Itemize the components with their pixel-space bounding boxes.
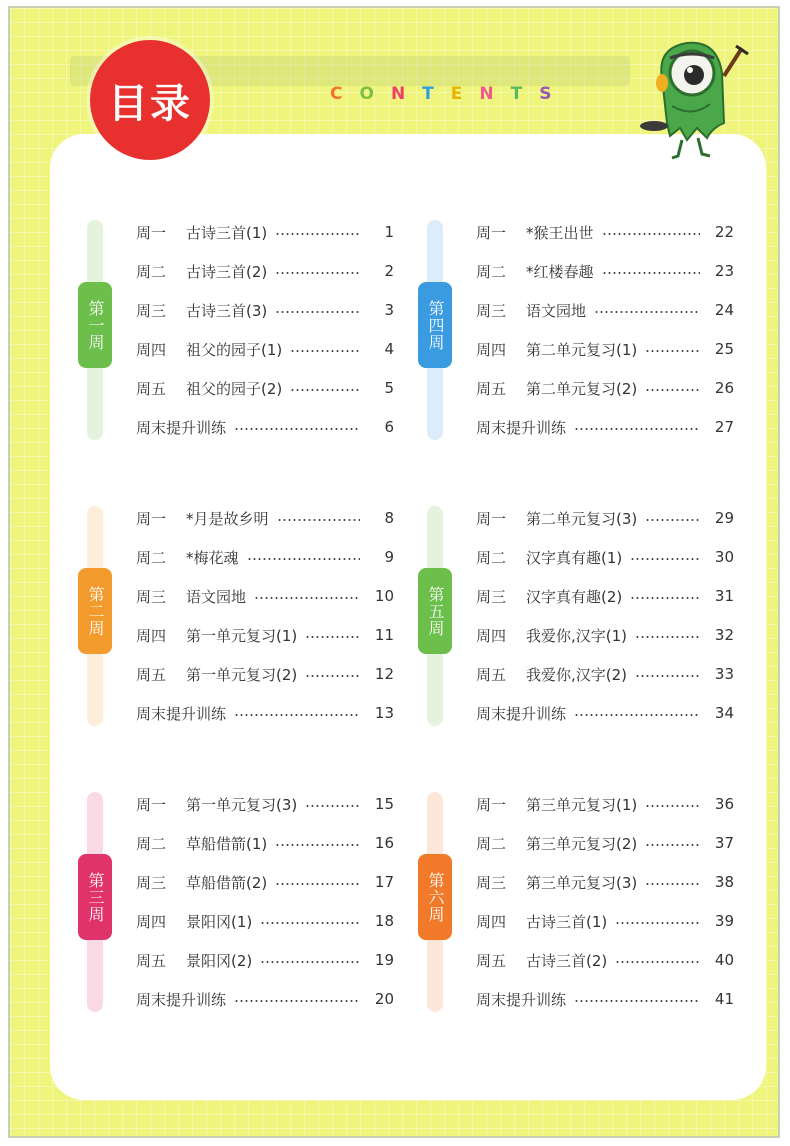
toc-page-number: 6 bbox=[384, 418, 394, 436]
toc-page-number: 1 bbox=[384, 223, 394, 241]
toc-leader-dots bbox=[305, 636, 360, 638]
toc-title: 周末提升训练 bbox=[136, 418, 227, 437]
toc-day: 周五 bbox=[476, 951, 507, 970]
toc-page-number: 9 bbox=[384, 548, 394, 566]
toc-badge bbox=[90, 40, 210, 160]
toc-page-number: 15 bbox=[374, 795, 394, 813]
toc-page-number: 26 bbox=[714, 379, 734, 397]
toc-title: 周末提升训练 bbox=[476, 418, 567, 437]
toc-page-number: 39 bbox=[714, 912, 734, 930]
toc-title: 古诗三首(1) bbox=[526, 912, 608, 931]
week-tab: 第二周 bbox=[78, 568, 112, 654]
toc-page-number: 22 bbox=[714, 223, 734, 241]
toc-leader-dots bbox=[645, 519, 700, 521]
toc-title: 第三单元复习(3) bbox=[526, 873, 638, 892]
toc-row[interactable] bbox=[476, 376, 734, 400]
contents-letter: N bbox=[479, 84, 494, 104]
toc-leader-dots bbox=[305, 805, 360, 807]
contents-heading bbox=[330, 84, 552, 106]
toc-row[interactable] bbox=[476, 909, 734, 933]
toc-row[interactable] bbox=[476, 662, 734, 686]
toc-title: 古诗三首(2) bbox=[526, 951, 608, 970]
toc-leader-dots bbox=[645, 350, 700, 352]
toc-page-number: 24 bbox=[714, 301, 734, 319]
toc-row[interactable] bbox=[136, 506, 394, 530]
toc-title: 第一单元复习(1) bbox=[186, 626, 298, 645]
toc-row[interactable] bbox=[136, 662, 394, 686]
toc-page-number: 23 bbox=[714, 262, 734, 280]
toc-page-number: 5 bbox=[384, 379, 394, 397]
toc-title: 第三单元复习(1) bbox=[526, 795, 638, 814]
toc-row[interactable] bbox=[476, 298, 734, 322]
toc-day: 周三 bbox=[476, 873, 507, 892]
toc-leader-dots bbox=[275, 233, 360, 235]
toc-page-number: 11 bbox=[374, 626, 394, 644]
toc-row[interactable] bbox=[136, 220, 394, 244]
toc-leader-dots bbox=[247, 558, 360, 560]
toc-leader-dots bbox=[574, 428, 700, 430]
toc-title: 第二单元复习(2) bbox=[526, 379, 638, 398]
week-tab: 第五周 bbox=[418, 568, 452, 654]
toc-leader-dots bbox=[594, 311, 700, 313]
toc-leader-dots bbox=[260, 922, 360, 924]
toc-row[interactable] bbox=[476, 792, 734, 816]
toc-page-number: 38 bbox=[714, 873, 734, 891]
toc-title: 我爱你,汉字(2) bbox=[526, 665, 628, 684]
toc-day: 周一 bbox=[136, 509, 167, 528]
mascot-illustration bbox=[632, 28, 752, 168]
toc-page-number: 25 bbox=[714, 340, 734, 358]
toc-page-number: 32 bbox=[714, 626, 734, 644]
toc-leader-dots bbox=[275, 311, 360, 313]
toc-day: 周五 bbox=[476, 665, 507, 684]
toc-title: 第二单元复习(3) bbox=[526, 509, 638, 528]
toc-day: 周二 bbox=[136, 262, 167, 281]
toc-page-number: 34 bbox=[714, 704, 734, 722]
toc-day: 周四 bbox=[136, 912, 167, 931]
toc-title: *梅花魂 bbox=[186, 548, 239, 567]
toc-row[interactable] bbox=[136, 831, 394, 855]
toc-page-number: 19 bbox=[374, 951, 394, 969]
toc-leader-dots bbox=[602, 233, 700, 235]
toc-leader-dots bbox=[635, 675, 700, 677]
toc-day: 周五 bbox=[136, 665, 167, 684]
contents-letter: N bbox=[390, 84, 406, 104]
toc-row[interactable] bbox=[136, 415, 394, 439]
toc-title: 语文园地 bbox=[186, 587, 247, 606]
week-tab: 第四周 bbox=[418, 282, 452, 368]
toc-title: 第一单元复习(2) bbox=[186, 665, 298, 684]
toc-day: 周三 bbox=[136, 301, 167, 320]
toc-page-number: 13 bbox=[374, 704, 394, 722]
toc-row[interactable] bbox=[476, 415, 734, 439]
contents-letter: S bbox=[539, 84, 552, 104]
toc-leader-dots bbox=[630, 558, 700, 560]
toc-row[interactable] bbox=[476, 623, 734, 647]
toc-title: *猴王出世 bbox=[526, 223, 594, 242]
toc-leader-dots bbox=[305, 675, 360, 677]
toc-title: 周末提升训练 bbox=[476, 704, 567, 723]
toc-page-number: 2 bbox=[384, 262, 394, 280]
toc-row[interactable] bbox=[476, 337, 734, 361]
toc-page-number: 41 bbox=[714, 990, 734, 1008]
toc-row[interactable] bbox=[476, 948, 734, 972]
toc-title: 目录 bbox=[108, 80, 192, 127]
toc-day: 周一 bbox=[136, 223, 167, 242]
toc-leader-dots bbox=[260, 961, 360, 963]
toc-row[interactable] bbox=[136, 792, 394, 816]
toc-row[interactable] bbox=[136, 337, 394, 361]
toc-day: 周五 bbox=[136, 379, 167, 398]
toc-day: 周二 bbox=[476, 262, 507, 281]
toc-page-number: 16 bbox=[374, 834, 394, 852]
toc-title: 祖父的园子(2) bbox=[186, 379, 283, 398]
toc-day: 周三 bbox=[136, 587, 167, 606]
toc-title: 汉字真有趣(2) bbox=[526, 587, 623, 606]
toc-row[interactable] bbox=[136, 259, 394, 283]
toc-leader-dots bbox=[574, 1000, 700, 1002]
toc-row[interactable] bbox=[136, 870, 394, 894]
toc-row[interactable] bbox=[136, 987, 394, 1011]
toc-leader-dots bbox=[275, 272, 360, 274]
toc-row[interactable] bbox=[476, 987, 734, 1011]
contents-letter: O bbox=[359, 84, 374, 104]
toc-leader-dots bbox=[635, 636, 700, 638]
toc-leader-dots bbox=[602, 272, 700, 274]
toc-row[interactable] bbox=[476, 831, 734, 855]
toc-leader-dots bbox=[234, 1000, 360, 1002]
toc-page-number: 3 bbox=[384, 301, 394, 319]
toc-row[interactable] bbox=[476, 220, 734, 244]
toc-title: 古诗三首(1) bbox=[186, 223, 268, 242]
week-tab: 第六周 bbox=[418, 854, 452, 940]
toc-title: 第二单元复习(1) bbox=[526, 340, 638, 359]
toc-day: 周四 bbox=[476, 340, 507, 359]
toc-page-number: 33 bbox=[714, 665, 734, 683]
toc-row[interactable] bbox=[136, 298, 394, 322]
week-tab: 第三周 bbox=[78, 854, 112, 940]
toc-leader-dots bbox=[645, 883, 700, 885]
contents-letter: T bbox=[422, 84, 434, 104]
toc-day: 周四 bbox=[476, 626, 507, 645]
toc-title: 景阳冈(2) bbox=[186, 951, 253, 970]
toc-row[interactable] bbox=[136, 584, 394, 608]
toc-day: 周五 bbox=[476, 379, 507, 398]
toc-day: 周四 bbox=[476, 912, 507, 931]
toc-day: 周四 bbox=[136, 340, 167, 359]
toc-row[interactable] bbox=[136, 376, 394, 400]
toc-day: 周二 bbox=[476, 548, 507, 567]
toc-title: 第一单元复习(3) bbox=[186, 795, 298, 814]
toc-page-number: 20 bbox=[374, 990, 394, 1008]
toc-row[interactable] bbox=[136, 701, 394, 725]
toc-page-number: 18 bbox=[374, 912, 394, 930]
toc-leader-dots bbox=[254, 597, 360, 599]
toc-leader-dots bbox=[290, 350, 360, 352]
contents-letter: T bbox=[510, 84, 523, 104]
toc-day: 周二 bbox=[476, 834, 507, 853]
toc-leader-dots bbox=[574, 714, 700, 716]
toc-page-number: 31 bbox=[714, 587, 734, 605]
toc-title: 古诗三首(3) bbox=[186, 301, 268, 320]
contents-letter: C bbox=[330, 84, 343, 104]
toc-row[interactable] bbox=[136, 623, 394, 647]
toc-title: 周末提升训练 bbox=[476, 990, 567, 1009]
toc-day: 周一 bbox=[136, 795, 167, 814]
toc-page-number: 10 bbox=[374, 587, 394, 605]
toc-leader-dots bbox=[290, 389, 360, 391]
toc-page-number: 30 bbox=[714, 548, 734, 566]
toc-page-number: 17 bbox=[374, 873, 394, 891]
toc-row[interactable] bbox=[476, 701, 734, 725]
toc-row[interactable] bbox=[476, 584, 734, 608]
toc-title: 景阳冈(1) bbox=[186, 912, 253, 931]
toc-page-number: 27 bbox=[714, 418, 734, 436]
toc-leader-dots bbox=[275, 844, 360, 846]
toc-title: 周末提升训练 bbox=[136, 704, 227, 723]
toc-leader-dots bbox=[277, 519, 360, 521]
toc-leader-dots bbox=[630, 597, 700, 599]
toc-day: 周一 bbox=[476, 795, 507, 814]
toc-day: 周一 bbox=[476, 509, 507, 528]
toc-page-number: 12 bbox=[374, 665, 394, 683]
toc-row[interactable] bbox=[136, 948, 394, 972]
toc-page-number: 29 bbox=[714, 509, 734, 527]
toc-title: 古诗三首(2) bbox=[186, 262, 268, 281]
toc-title: *红楼春趣 bbox=[526, 262, 594, 281]
toc-row[interactable] bbox=[476, 259, 734, 283]
toc-row[interactable] bbox=[136, 909, 394, 933]
toc-title: 周末提升训练 bbox=[136, 990, 227, 1009]
toc-leader-dots bbox=[645, 844, 700, 846]
toc-title: *月是故乡明 bbox=[186, 509, 269, 528]
week-tab: 第一周 bbox=[78, 282, 112, 368]
toc-title: 草船借箭(2) bbox=[186, 873, 268, 892]
toc-title: 我爱你,汉字(1) bbox=[526, 626, 628, 645]
toc-row[interactable] bbox=[136, 545, 394, 569]
toc-day: 周二 bbox=[136, 548, 167, 567]
toc-leader-dots bbox=[645, 389, 700, 391]
toc-page-number: 36 bbox=[714, 795, 734, 813]
toc-title: 语文园地 bbox=[526, 301, 587, 320]
contents-letter: E bbox=[450, 84, 463, 104]
toc-page-number: 4 bbox=[384, 340, 394, 358]
toc-leader-dots bbox=[615, 922, 700, 924]
toc-leader-dots bbox=[234, 714, 360, 716]
toc-leader-dots bbox=[234, 428, 360, 430]
toc-day: 周一 bbox=[476, 223, 507, 242]
toc-page-number: 8 bbox=[384, 509, 394, 527]
toc-title: 第三单元复习(2) bbox=[526, 834, 638, 853]
toc-leader-dots bbox=[615, 961, 700, 963]
toc-page-number: 40 bbox=[714, 951, 734, 969]
toc-day: 周三 bbox=[476, 587, 507, 606]
toc-row[interactable] bbox=[476, 506, 734, 530]
toc-day: 周二 bbox=[136, 834, 167, 853]
toc-row[interactable] bbox=[476, 545, 734, 569]
toc-day: 周五 bbox=[136, 951, 167, 970]
toc-page-number: 37 bbox=[714, 834, 734, 852]
toc-title: 草船借箭(1) bbox=[186, 834, 268, 853]
toc-leader-dots bbox=[275, 883, 360, 885]
toc-day: 周四 bbox=[136, 626, 167, 645]
toc-title: 祖父的园子(1) bbox=[186, 340, 283, 359]
toc-day: 周三 bbox=[476, 301, 507, 320]
toc-leader-dots bbox=[645, 805, 700, 807]
toc-day: 周三 bbox=[136, 873, 167, 892]
toc-title: 汉字真有趣(1) bbox=[526, 548, 623, 567]
toc-row[interactable] bbox=[476, 870, 734, 894]
